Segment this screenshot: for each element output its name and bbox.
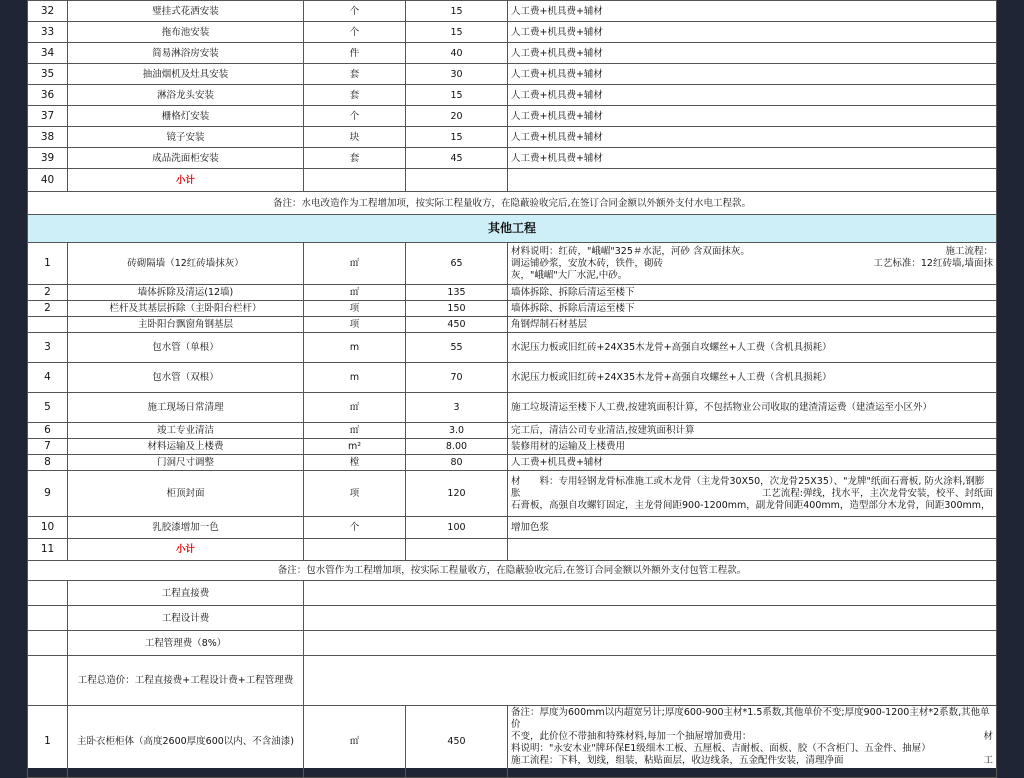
- subtotal-row: [28, 539, 997, 561]
- desc-line: 调运铺砂浆，安放木砖，铁件，砌砖: [511, 257, 664, 269]
- item-name: 施工现场日常清理: [68, 393, 304, 423]
- item-desc: 人工费+机具费+辅材: [508, 148, 997, 169]
- item-desc: [508, 706, 997, 778]
- fee-row: [28, 631, 997, 656]
- item-no: 32: [28, 1, 68, 22]
- item-no: 2: [28, 285, 68, 301]
- item-desc: 人工费+机具费+辅材: [508, 127, 997, 148]
- table-row: [28, 423, 997, 439]
- item-name: 门洞尺寸调整: [68, 455, 304, 471]
- item-unit: m²: [304, 439, 406, 455]
- item-unit: 个: [304, 1, 406, 22]
- section-header: [28, 215, 997, 243]
- item-name: 拖布池安装: [68, 22, 304, 43]
- table-row: [28, 317, 997, 333]
- section-title: 其他工程: [28, 215, 997, 243]
- item-price: 80: [406, 455, 508, 471]
- empty-cell: [304, 539, 406, 561]
- item-unit: m: [304, 333, 406, 363]
- item-unit: 项: [304, 471, 406, 517]
- table-row: [28, 1, 997, 22]
- table-row: [28, 706, 997, 778]
- item-unit: 个: [304, 517, 406, 539]
- item-no: 35: [28, 64, 68, 85]
- total-label: 工程总造价：工程直接费+工程设计费+工程管理费: [68, 656, 304, 706]
- fee-value: [304, 581, 997, 606]
- item-no: 39: [28, 148, 68, 169]
- desc-line: 备注：厚度为600mm以内超宽另计;厚度600-900主材*1.5系数,其他单价不变;厚度900-1200主材*2系数,其他单价: [511, 707, 990, 730]
- item-desc: 墙体拆除、拆除后清运至楼下: [508, 285, 997, 301]
- empty-cell: [406, 539, 508, 561]
- item-unit: 项: [304, 317, 406, 333]
- item-no: 9: [28, 471, 68, 517]
- item-desc: 墙体拆除、拆除后清运至楼下: [508, 301, 997, 317]
- item-no: 40: [28, 169, 68, 192]
- item-price: 65: [406, 243, 508, 285]
- item-unit: 套: [304, 64, 406, 85]
- table-row: [28, 393, 997, 423]
- table-row: [28, 471, 997, 517]
- table-row: [28, 22, 997, 43]
- item-name: 墙体拆除及清运(12墙): [68, 285, 304, 301]
- item-desc: 人工费+机具费+辅材: [508, 64, 997, 85]
- item-no: 38: [28, 127, 68, 148]
- item-desc: [508, 471, 997, 517]
- item-desc: 增加色浆: [508, 517, 997, 539]
- item-desc: 完工后，清洁公司专业清洁,按建筑面积计算: [508, 423, 997, 439]
- desc-line: 石膏板，高强自攻螺钉固定，主龙骨间距900-1200mm，副龙骨间距400mm，造型部分木龙骨，间距300mm，: [511, 499, 991, 511]
- table-row: [28, 455, 997, 471]
- note-row: [28, 192, 997, 215]
- desc-line: 工艺标准：12红砖墙,墙面抹: [873, 257, 993, 269]
- empty-cell: [28, 606, 68, 631]
- item-name: 主卧衣柜柜体（高度2600厚度600以内、不含油漆): [68, 706, 304, 778]
- item-price: 3.0: [406, 423, 508, 439]
- item-desc: 人工费+机具费+辅材: [508, 85, 997, 106]
- item-unit: 件: [304, 43, 406, 64]
- table-row: [28, 363, 997, 393]
- empty-cell: [508, 169, 997, 192]
- item-price: 15: [406, 85, 508, 106]
- table-row: [28, 64, 997, 85]
- item-unit: ㎡: [304, 393, 406, 423]
- item-unit: 樘: [304, 455, 406, 471]
- item-unit: 个: [304, 22, 406, 43]
- item-name: 淋浴龙头安装: [68, 85, 304, 106]
- item-no: 8: [28, 455, 68, 471]
- desc-line: 料说明："永安木业"牌环保E1级细木工板、五厘板、吉耐板、面板、胶（不含柜门、五金件、抽屉）: [511, 743, 931, 754]
- item-desc: 人工费+机具费+辅材: [508, 22, 997, 43]
- item-unit: 项: [304, 301, 406, 317]
- item-no: 5: [28, 393, 68, 423]
- item-unit: m: [304, 363, 406, 393]
- empty-cell: [304, 169, 406, 192]
- item-desc: [508, 243, 997, 285]
- item-price: 45: [406, 148, 508, 169]
- desc-line: 施工流程：下料，划线，组装，粘贴面层，收边线条，五金配件安装，清理净面: [511, 755, 844, 766]
- empty-cell: [28, 631, 68, 656]
- item-unit: ㎡: [304, 285, 406, 301]
- desc-line: 胀: [511, 487, 521, 499]
- item-price: 70: [406, 363, 508, 393]
- item-name: 竣工专业清洁: [68, 423, 304, 439]
- empty-cell: [508, 539, 997, 561]
- item-name: 成品洗面柜安装: [68, 148, 304, 169]
- item-unit: ㎡: [304, 243, 406, 285]
- item-unit: 个: [304, 106, 406, 127]
- item-desc: 水泥压力板或旧红砖+24X35木龙骨+高强自攻螺丝+人工费（含机具损耗）: [508, 363, 997, 393]
- item-desc: 人工费+机具费+辅材: [508, 1, 997, 22]
- item-price: 15: [406, 127, 508, 148]
- desc-line: 材 料：专用轻钢龙骨标准施工或木龙骨（主龙骨30X50，次龙骨25X35）、"龙牌"纸面石膏板, 防火涂料,钢膨: [511, 475, 985, 487]
- table-row: [28, 517, 997, 539]
- item-price: 15: [406, 22, 508, 43]
- table-row: [28, 106, 997, 127]
- item-price: 40: [406, 43, 508, 64]
- subtotal-label: 小计: [68, 539, 304, 561]
- fee-row: [28, 581, 997, 606]
- fee-value: [304, 606, 997, 631]
- desc-line: 材料说明：红砖，"峨嵋"325＃水泥，河砂 含双面抹灰。: [511, 245, 750, 257]
- quotation-table: [27, 0, 997, 778]
- item-no: 6: [28, 423, 68, 439]
- item-no: 37: [28, 106, 68, 127]
- table-row: [28, 127, 997, 148]
- item-price: 15: [406, 1, 508, 22]
- desc-line: 灰，"峨嵋"大厂水泥,中砂。: [511, 269, 628, 281]
- desc-line: 工艺流程:弹线，找水平，主次龙骨安装，校平、封纸面: [761, 487, 993, 499]
- item-price: 450: [406, 317, 508, 333]
- item-price: 100: [406, 517, 508, 539]
- table-row: [28, 285, 997, 301]
- item-unit: ㎡: [304, 423, 406, 439]
- item-no: [28, 317, 68, 333]
- note-text: 备注：包水管作为工程增加项，按实际工程量收方，在隐蔽验收完后,在签订合同金额以外额外支付包管工程款。: [28, 561, 997, 581]
- item-name: 砖砌隔墙（12红砖墙抹灰）: [68, 243, 304, 285]
- item-name: 主卧阳台飘窗角钢基层: [68, 317, 304, 333]
- table-row: [28, 148, 997, 169]
- item-name: 柜顶封面: [68, 471, 304, 517]
- note-text: 备注：水电改造作为工程增加项，按实际工程量收方，在隐蔽验收完后,在签订合同金额以外额外支付水电工程款。: [28, 192, 997, 215]
- item-no: 10: [28, 517, 68, 539]
- item-desc: 人工费+机具费+辅材: [508, 455, 997, 471]
- note-row: [28, 561, 997, 581]
- item-price: 150: [406, 301, 508, 317]
- fee-label: 工程直接费: [68, 581, 304, 606]
- item-name: 包水管（单根）: [68, 333, 304, 363]
- item-no: 34: [28, 43, 68, 64]
- item-unit: ㎡: [304, 706, 406, 778]
- item-price: 30: [406, 64, 508, 85]
- item-price: 8.00: [406, 439, 508, 455]
- table-row: [28, 301, 997, 317]
- item-unit: 套: [304, 148, 406, 169]
- table-row: [28, 85, 997, 106]
- desc-line: 工: [983, 755, 993, 766]
- item-no: 1: [28, 706, 68, 778]
- item-name: 璧挂式花洒安装: [68, 1, 304, 22]
- item-no: 1: [28, 243, 68, 285]
- item-price: 55: [406, 333, 508, 363]
- subtotal-row: [28, 169, 997, 192]
- item-no: 7: [28, 439, 68, 455]
- item-no: 4: [28, 363, 68, 393]
- empty-cell: [406, 169, 508, 192]
- empty-cell: [28, 581, 68, 606]
- item-no: 33: [28, 22, 68, 43]
- item-unit: 套: [304, 85, 406, 106]
- desc-line: 施工流程：: [945, 245, 993, 257]
- item-desc: 角钢焊制石材基层: [508, 317, 997, 333]
- item-no: 36: [28, 85, 68, 106]
- item-desc: 施工垃圾清运至楼下人工费,按建筑面积计算，不包括物业公司收取的建渣清运费（建渣运至小区外）: [508, 393, 997, 423]
- item-no: 11: [28, 539, 68, 561]
- desc-line: 不变，此价位不带抽和特殊材料,每加一个抽屉增加费用：: [511, 731, 752, 742]
- subtotal-label: 小计: [68, 169, 304, 192]
- item-name: 简易淋浴房安装: [68, 43, 304, 64]
- total-row: [28, 656, 997, 706]
- desc-line: 材: [983, 731, 993, 742]
- fee-label: 工程管理费（8%）: [68, 631, 304, 656]
- item-name: 栅格灯安装: [68, 106, 304, 127]
- item-no: 3: [28, 333, 68, 363]
- item-unit: 块: [304, 127, 406, 148]
- item-name: 材料运输及上楼费: [68, 439, 304, 455]
- fee-value: [304, 631, 997, 656]
- item-desc: 水泥压力板或旧红砖+24X35木龙骨+高强自攻螺丝+人工费（含机具损耗）: [508, 333, 997, 363]
- table-row: [28, 43, 997, 64]
- item-price: 120: [406, 471, 508, 517]
- item-price: 135: [406, 285, 508, 301]
- item-name: 乳胶漆增加一色: [68, 517, 304, 539]
- item-name: 镜子安装: [68, 127, 304, 148]
- item-price: 450: [406, 706, 508, 778]
- item-price: 20: [406, 106, 508, 127]
- quotation-sheet: [27, 0, 996, 768]
- item-desc: 装修用材的运输及上楼费用: [508, 439, 997, 455]
- empty-cell: [28, 656, 68, 706]
- fee-row: [28, 606, 997, 631]
- item-no: 2: [28, 301, 68, 317]
- fee-label: 工程设计费: [68, 606, 304, 631]
- item-desc: 人工费+机具费+辅材: [508, 106, 997, 127]
- total-value: [304, 656, 997, 706]
- table-row: [28, 243, 997, 285]
- item-desc: 人工费+机具费+辅材: [508, 43, 997, 64]
- item-name: 包水管（双根）: [68, 363, 304, 393]
- item-price: 3: [406, 393, 508, 423]
- table-row: [28, 439, 997, 455]
- table-row: [28, 333, 997, 363]
- item-name: 栏杆及其基层拆除（主卧阳台栏杆）: [68, 301, 304, 317]
- item-name: 抽油烟机及灶具安装: [68, 64, 304, 85]
